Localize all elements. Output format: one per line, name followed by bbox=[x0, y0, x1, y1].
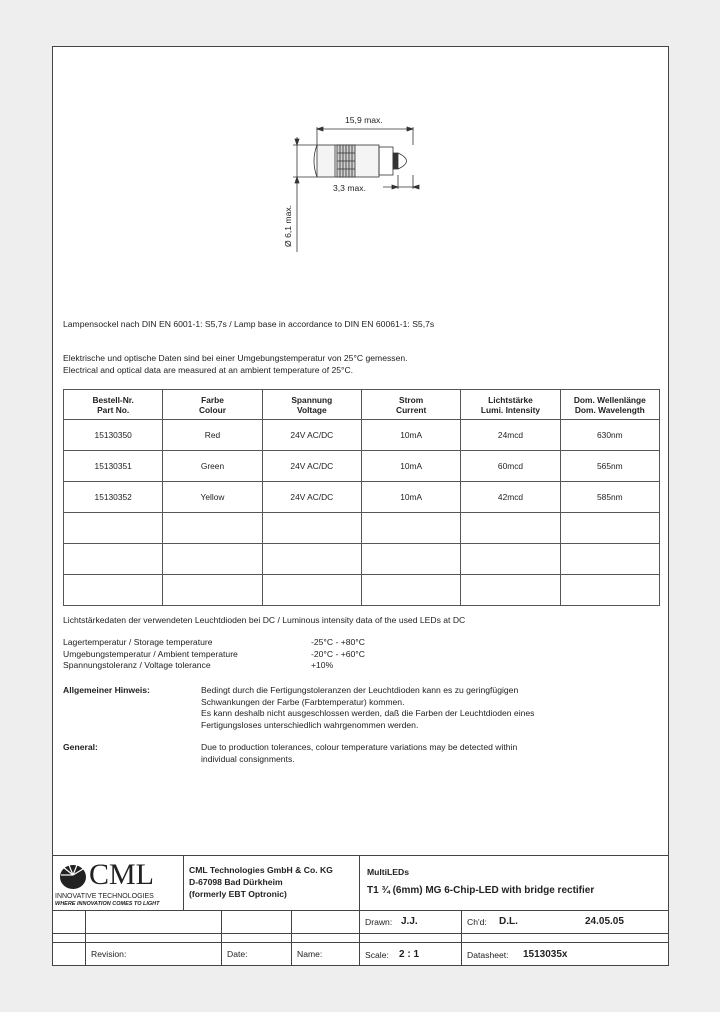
cell-voltage bbox=[262, 544, 361, 575]
header-part-no-line: Bestell-Nr. bbox=[92, 394, 134, 405]
cell-current: 10mA bbox=[361, 451, 460, 482]
company-line-1: CML Technologies GmbH & Co. KG bbox=[189, 865, 333, 875]
general-de-line: Bedingt durch die Fertigungstoleranzen der Leuchtdioden kann es zu geringfügigen bbox=[201, 685, 519, 695]
general-en-line: individual consignments. bbox=[201, 753, 295, 764]
general-de-label: Allgemeiner Hinweis: bbox=[63, 685, 150, 695]
header-current bbox=[361, 390, 460, 420]
date-value: 24.05.05 bbox=[585, 916, 624, 927]
measure-note-en: Electrical and optical data are measured at an ambient temperature of 25°C. bbox=[63, 365, 354, 375]
general-en-label: General: bbox=[63, 742, 98, 752]
header-wavelength bbox=[560, 390, 659, 420]
revision-label: Revision: bbox=[91, 949, 127, 959]
intensity-note: Lichtstärkedaten der verwendeten Leuchtdioden bei DC / Luminous intensity data of the used LEDs at DC bbox=[63, 615, 466, 625]
cell-current bbox=[361, 513, 460, 544]
cell-colour bbox=[163, 544, 262, 575]
company-line-3: (formerly EBT Optronic) bbox=[189, 889, 287, 899]
cml-logo-icon bbox=[57, 861, 89, 891]
rating-value: -20°C - +60°C bbox=[311, 648, 365, 659]
chd-label: Ch'd: bbox=[467, 917, 487, 927]
table-row bbox=[64, 513, 660, 544]
cell-part-no bbox=[64, 575, 163, 606]
scale-value: 2 : 1 bbox=[399, 949, 420, 960]
table-row bbox=[64, 544, 660, 575]
dim-diameter-label: Ø 6,1 max. bbox=[283, 204, 293, 247]
logo-slogan: WHERE INNOVATION COMES TO LIGHT bbox=[55, 901, 160, 907]
cell-intensity bbox=[461, 513, 560, 544]
cell-current: 10mA bbox=[361, 482, 460, 513]
cell-wavelength bbox=[560, 513, 659, 544]
cell-current bbox=[361, 544, 460, 575]
header-current-line: Current bbox=[396, 404, 427, 415]
chd-value: D.L. bbox=[499, 916, 518, 927]
cell-colour bbox=[163, 575, 262, 606]
header-intensity-line: Lumi. Intensity bbox=[480, 404, 541, 415]
general-de-line: Fertigungsloses unterschiedlich wahrgenommen werden. bbox=[201, 719, 419, 730]
table-row bbox=[64, 451, 660, 482]
drawn-label: Drawn: bbox=[365, 917, 393, 927]
table-header-row bbox=[64, 390, 660, 420]
cell-intensity bbox=[461, 575, 560, 606]
rating-value: -25°C - +80°C bbox=[311, 637, 365, 647]
header-intensity bbox=[461, 390, 560, 420]
cell-wavelength: 565nm bbox=[560, 451, 659, 482]
cell-intensity bbox=[461, 544, 560, 575]
rating-label: Spannungstoleranz / Voltage tolerance bbox=[63, 660, 211, 670]
cell-voltage: 24V AC/DC bbox=[262, 451, 361, 482]
cell-part-no: 15130351 bbox=[64, 451, 163, 482]
cell-intensity: 24mcd bbox=[461, 420, 560, 451]
rating-value: +10% bbox=[311, 660, 334, 670]
header-part-no-line: Part No. bbox=[97, 404, 130, 415]
table-row bbox=[64, 420, 660, 451]
datasheet-sheet bbox=[52, 46, 669, 966]
cell-current bbox=[361, 575, 460, 606]
name-label: Name: bbox=[297, 949, 323, 959]
table-row bbox=[64, 482, 660, 513]
cell-current: 10mA bbox=[361, 420, 460, 451]
product-family: MultiLEDs bbox=[367, 867, 410, 877]
rating-label: Umgebungstemperatur / Ambient temperature bbox=[63, 648, 238, 659]
table-row bbox=[64, 575, 660, 606]
cell-intensity: 60mcd bbox=[461, 451, 560, 482]
product-desc: T1 ¾ (6mm) MG 6-Chip-LED with bridge rectifier bbox=[367, 885, 595, 896]
measure-note-de: Elektrische und optische Daten sind bei einer Umgebungstemperatur von 25°C gemessen. bbox=[63, 353, 408, 363]
cell-part-no: 15130352 bbox=[64, 482, 163, 513]
header-wavelength-line: Dom. Wavelength bbox=[574, 404, 645, 415]
header-voltage bbox=[262, 390, 361, 420]
spec-table bbox=[63, 389, 660, 606]
cell-voltage: 24V AC/DC bbox=[262, 420, 361, 451]
cell-voltage: 24V AC/DC bbox=[262, 482, 361, 513]
dim-pin-label: 3,3 max. bbox=[333, 183, 366, 193]
drawn-value: J.J. bbox=[401, 916, 418, 927]
cell-voltage bbox=[262, 513, 361, 544]
cell-part-no bbox=[64, 513, 163, 544]
header-part-no bbox=[64, 390, 163, 420]
cell-wavelength: 585nm bbox=[560, 482, 659, 513]
general-en-line: Due to production tolerances, colour temperature variations may be detected within bbox=[201, 742, 518, 752]
general-de-line: Es kann deshalb nicht ausgeschlossen werden, daß die Farben der Leuchtdioden eines bbox=[201, 708, 535, 718]
scale-label: Scale: bbox=[365, 950, 389, 960]
cell-colour bbox=[163, 513, 262, 544]
cell-part-no bbox=[64, 544, 163, 575]
cell-wavelength: 630nm bbox=[560, 420, 659, 451]
cell-voltage bbox=[262, 575, 361, 606]
header-wavelength-line: Dom. Wellenlänge bbox=[573, 394, 646, 405]
datasheet-value: 1513035x bbox=[523, 949, 568, 960]
datasheet-label: Datasheet: bbox=[467, 950, 509, 960]
header-voltage-line: Spannung bbox=[291, 394, 333, 405]
title-block bbox=[53, 855, 668, 966]
cell-part-no: 15130350 bbox=[64, 420, 163, 451]
cell-colour: Green bbox=[163, 451, 262, 482]
header-current-line: Strom bbox=[399, 394, 424, 405]
cell-colour: Red bbox=[163, 420, 262, 451]
header-colour-line: Farbe bbox=[201, 394, 224, 405]
date-label: Date: bbox=[227, 949, 248, 959]
logo-text: CML bbox=[89, 858, 155, 891]
cell-colour: Yellow bbox=[163, 482, 262, 513]
header-colour bbox=[163, 390, 262, 420]
base-note: Lampensockel nach DIN EN 6001-1: S5,7s / Lamp base in accordance to DIN EN 60061-1: S5,7s bbox=[63, 319, 435, 329]
lamp-drawing bbox=[273, 107, 423, 257]
cell-intensity: 42mcd bbox=[461, 482, 560, 513]
cell-wavelength bbox=[560, 575, 659, 606]
header-voltage-line: Voltage bbox=[297, 404, 327, 415]
company-line-2: D-67098 Bad Dürkheim bbox=[189, 877, 283, 887]
dim-length-label: 15,9 max. bbox=[345, 115, 383, 125]
header-colour-line: Colour bbox=[199, 404, 226, 415]
general-de-line: Schwankungen der Farbe (Farbtemperatur) kommen. bbox=[201, 696, 405, 707]
cell-wavelength bbox=[560, 544, 659, 575]
logo-sub: INNOVATIVE TECHNOLOGIES bbox=[55, 893, 154, 900]
header-intensity-line: Lichtstärke bbox=[488, 394, 533, 405]
rating-label: Lagertemperatur / Storage temperature bbox=[63, 637, 213, 647]
